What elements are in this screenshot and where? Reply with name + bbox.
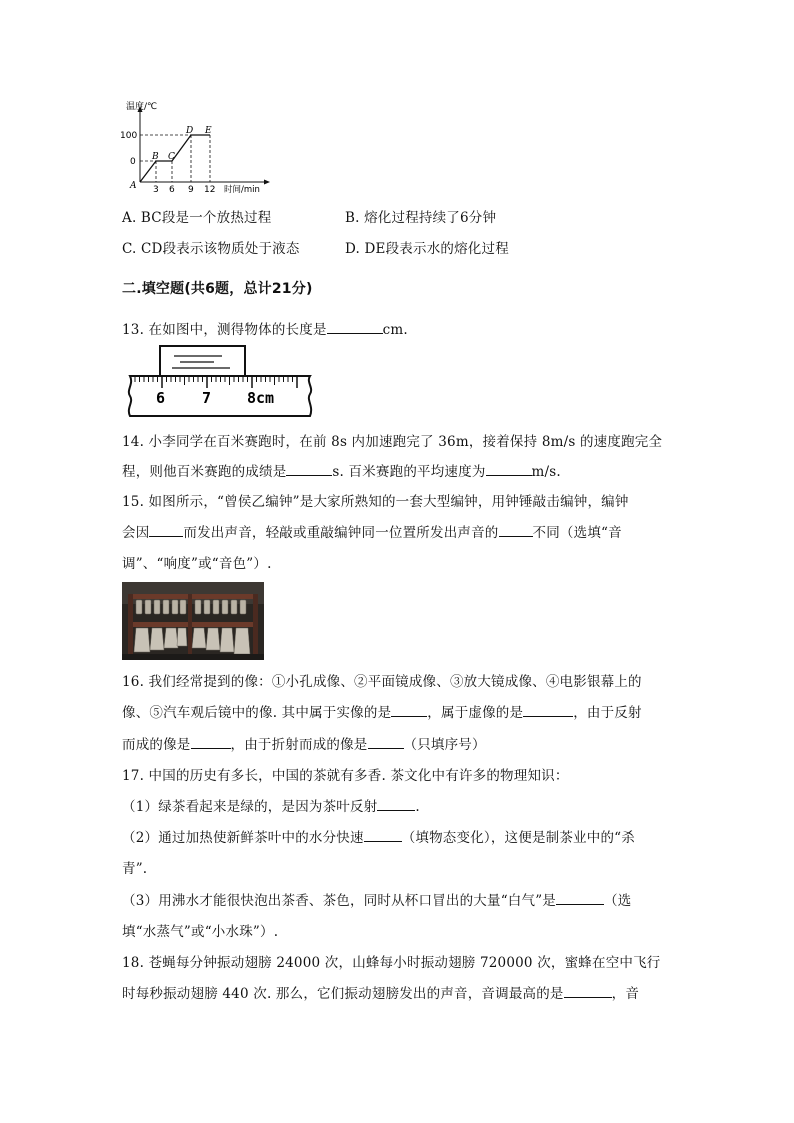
q18-line1: 18. 苍蝇每分钟振动翅膀 24000 次，山蜂每小时振动翅膀 720000 次，蜜蜂在空中飞行 <box>122 955 661 971</box>
q17-line1: 17. 中国的历史有多长，中国的茶就有多香. 茶文化中有许多的物理知识： <box>122 768 569 784</box>
q17-blank-1 <box>377 798 415 811</box>
point-E: E <box>205 126 212 136</box>
q16-blank-3 <box>191 736 231 749</box>
q18-line2-pre: 时每秒振动翅膀 440 次. 那么，它们振动翅膀发出的声音，音调最高的是 <box>122 986 564 1002</box>
ruler-mark-8cm: 8cm <box>247 389 275 407</box>
q15-line2-pre: 会因 <box>122 525 150 541</box>
point-C: C <box>168 152 175 162</box>
q14-line2-mid: s. 百米赛跑的平均速度为 <box>332 464 486 480</box>
q14-line2-pre: 程，则他百米赛跑的成绩是 <box>122 464 287 480</box>
q17-blank-2 <box>364 829 402 842</box>
option-b: B. 熔化过程持续了6分钟 <box>345 210 497 226</box>
q16-blank-2 <box>523 704 573 717</box>
point-D: D <box>186 126 194 136</box>
q14-blank-2 <box>486 463 532 476</box>
q16-line3-pre: 而成的像是 <box>122 737 191 753</box>
measured-object <box>160 346 245 376</box>
x-tick-9: 9 <box>188 185 194 194</box>
q15-line1: 15. 如图所示，“曾侯乙编钟”是大家所熟知的一套大型编钟，用钟锤敲击编钟，编钟 <box>122 494 629 510</box>
section-title: 二.填空题(共6题，总计21分) <box>122 281 313 297</box>
q13-blank <box>327 321 383 334</box>
q17-sub3-post: （选 <box>604 893 632 909</box>
option-c: C. CD段表示该物质处于液态 <box>122 241 300 257</box>
point-B: B <box>152 152 159 162</box>
q14-line1: 14. 小李同学在百米赛跑时，在前 8s 内加速跑完了 36m，接着保持 8m/s 的速度跑完全 <box>122 434 663 450</box>
q16-line1: 16. 我们经常提到的像：①小孔成像、②平面镜成像、③放大镜成像、④电影银幕上的 <box>122 674 642 690</box>
q16-line3-mid: ，由于折射而成的像是 <box>230 737 368 753</box>
graph-xlabel: 时间/min <box>224 185 260 194</box>
ruler-mark-6: 6 <box>156 389 166 407</box>
x-axis-arrow <box>264 180 270 185</box>
q15-line2-post: 不同（选填“音 <box>532 525 622 541</box>
q15-line2 <box>122 521 622 541</box>
q17-sub1 <box>122 795 420 815</box>
q13-pre: 13. 在如图中，测得物体的长度是 <box>122 322 327 338</box>
q13-text <box>122 318 408 338</box>
graph-ylabel: 温度/℃ <box>126 102 158 112</box>
temperature-time-graph <box>118 100 270 194</box>
q18-line2 <box>122 982 639 1002</box>
x-tick-3: 3 <box>153 185 159 194</box>
q18-blank-1 <box>564 985 612 998</box>
x-tick-12: 12 <box>204 185 216 194</box>
q16-line3-post: （只填序号） <box>403 737 486 753</box>
q17-sub3-pre: （3）用沸水才能很快泡出茶香、茶色，同时从杯口冒出的大量“白气”是 <box>122 893 556 909</box>
q15-line3: 调”、“响度”或“音色”）. <box>122 556 272 572</box>
q16-blank-1 <box>391 704 427 717</box>
ruler-figure <box>122 344 316 422</box>
q15-blank-1 <box>149 524 183 537</box>
q17-sub2 <box>122 826 635 846</box>
q17-sub2-line2: 青”. <box>122 861 148 877</box>
q17-sub1-pre: （1）绿茶看起来是绿的，是因为茶叶反射 <box>122 799 378 815</box>
q16-line2-pre: 像、⑤汽车观后镜中的像. 其中属于实像的是 <box>122 705 392 721</box>
y-tick-0: 0 <box>130 157 136 167</box>
q17-sub1-post: . <box>415 799 420 815</box>
q14-line2-post: m/s. <box>531 464 561 480</box>
q17-sub3-line2: 填“水蒸气”或“小水珠”）. <box>122 924 279 940</box>
q15-blank-2 <box>499 524 533 537</box>
q18-line2-post: ，音 <box>611 986 640 1002</box>
graph-svg <box>118 100 270 194</box>
point-A: A <box>130 181 137 191</box>
q16-blank-4 <box>368 736 404 749</box>
q17-sub2-pre: （2）通过加热使新鲜茶叶中的水分快速 <box>122 830 364 846</box>
q16-line2-mid: ，属于虚像的是 <box>427 705 524 721</box>
bells-svg <box>122 582 264 660</box>
x-tick-6: 6 <box>169 185 175 194</box>
q14-line2 <box>122 460 561 480</box>
q13-post: cm. <box>382 322 408 338</box>
q17-blank-3 <box>556 892 604 905</box>
ruler-svg <box>122 344 316 422</box>
q17-sub2-post: （填物态变化），这便是制茶业中的“杀 <box>401 830 635 846</box>
ruler-mark-7: 7 <box>202 389 212 407</box>
bells-photo <box>122 582 264 660</box>
y-tick-100: 100 <box>120 131 138 141</box>
temperature-curve <box>140 135 210 182</box>
q16-line3 <box>122 733 486 753</box>
q15-line2-mid: 而发出声音，轻敲或重敲编钟同一位置所发出声音的 <box>183 525 499 541</box>
q16-line2 <box>122 701 642 721</box>
q16-line2-post: ，由于反射 <box>573 705 642 721</box>
q14-blank-1 <box>286 463 332 476</box>
option-a: A. BC段是一个放热过程 <box>122 210 272 226</box>
q17-sub3 <box>122 889 631 909</box>
option-d: D. DE段表示水的熔化过程 <box>345 241 509 257</box>
